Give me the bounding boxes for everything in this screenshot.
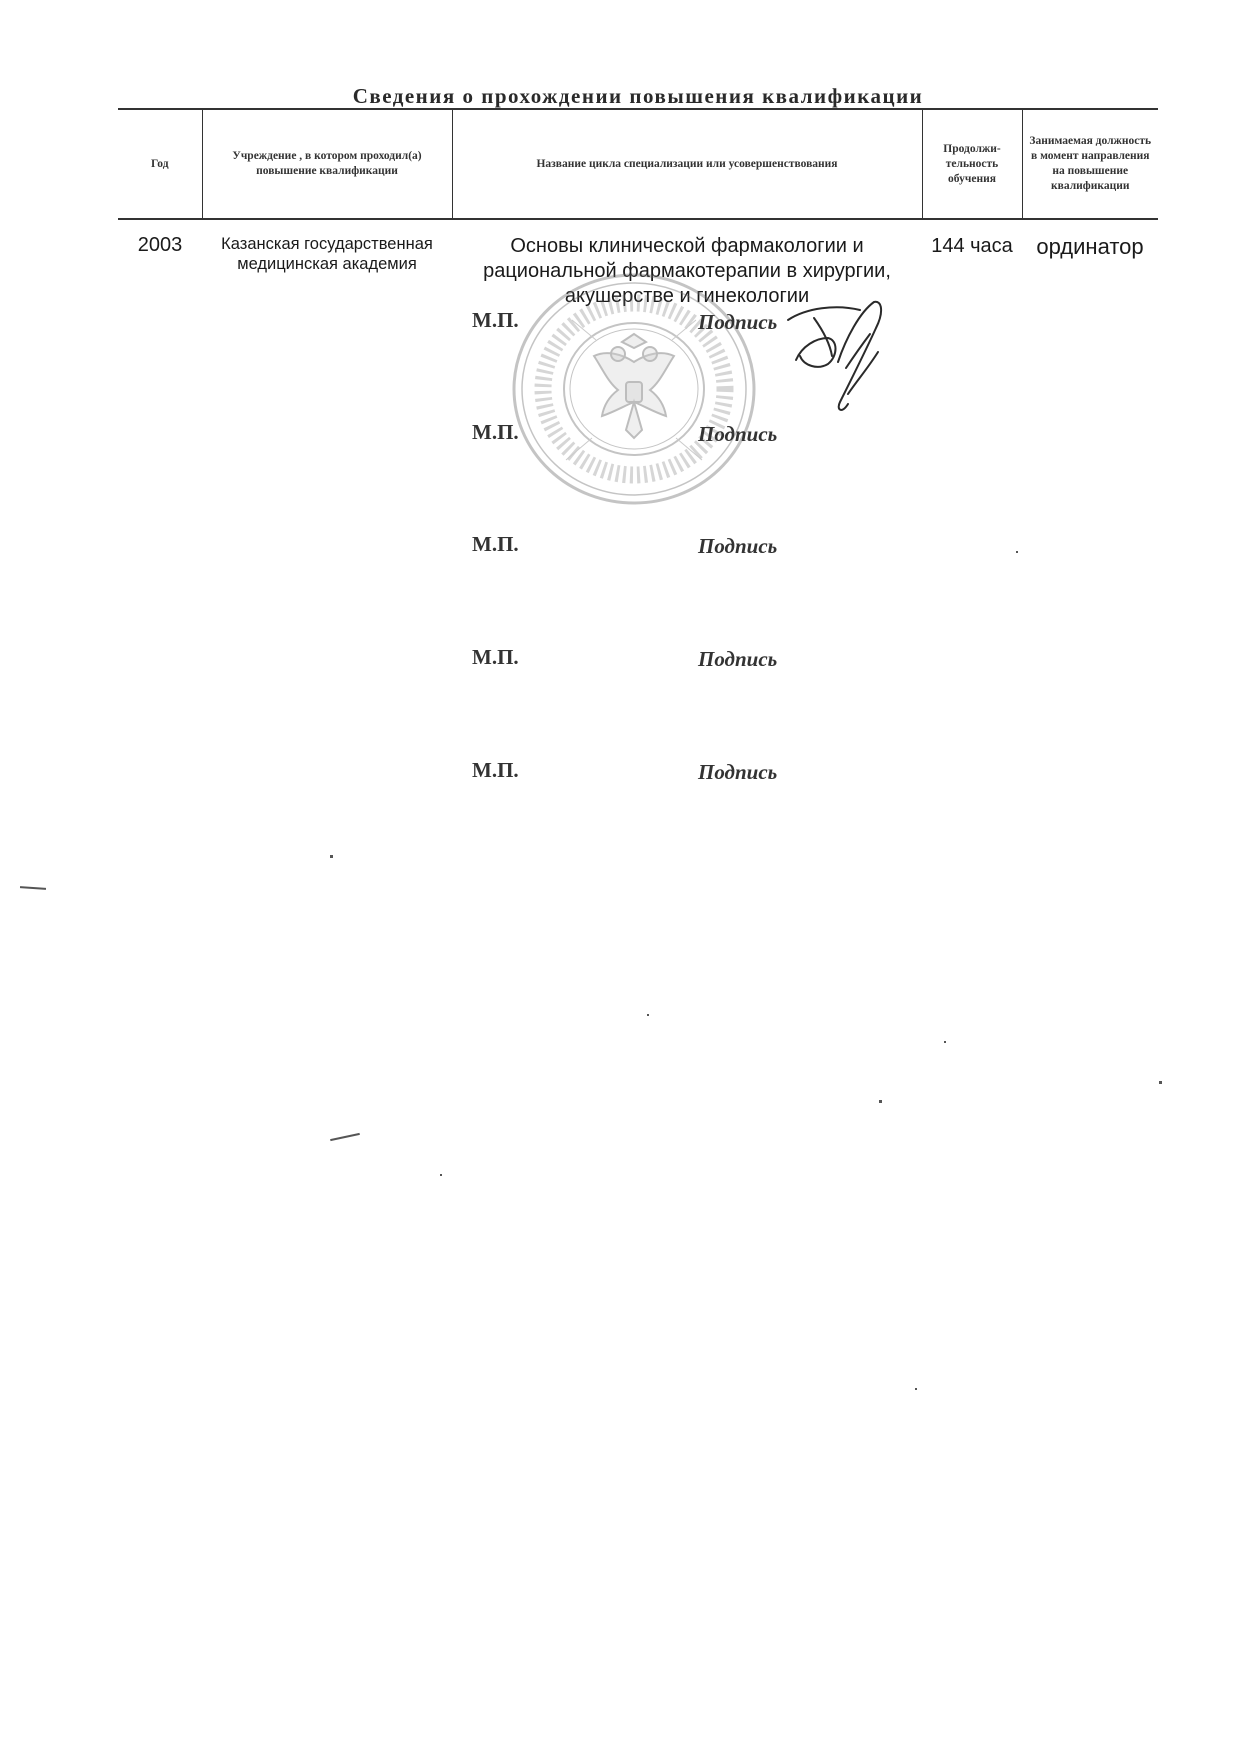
scan-speck [440,1174,442,1176]
signature-label: Подпись [698,534,778,558]
scan-speck [1159,1081,1162,1084]
round-seal-icon [510,270,758,508]
sign-block [472,532,852,562]
scan-speck [647,1014,649,1016]
scan-speck [330,855,333,858]
header-duration: Продолжи-тельность обучения [922,109,1022,219]
scan-speck [879,1100,882,1103]
stamp-place-label: М.П. [472,532,519,556]
sign-block [472,758,852,788]
signature-label: Подпись [698,647,778,671]
cell-year: 2003 [137,234,183,256]
scan-speck [20,886,46,890]
header-cycle: Название цикла специализации или усовершенствования [452,109,922,219]
signature-label: Подпись [698,310,778,334]
cell-position: ординатор [1036,234,1144,259]
scan-speck [915,1388,917,1390]
stamp-place-label: М.П. [472,758,519,782]
signature-label: Подпись [698,760,778,784]
header-year: Год [118,109,202,219]
table-header-row [118,109,1158,219]
sign-block [472,420,852,450]
header-institution: Учреждение , в котором проходил(а) повышение квалификации [202,109,452,219]
cell-institution: Казанская государственная медицинская академия [221,235,433,273]
header-position: Занимаемая должность в момент направления на повышение квалификации [1022,109,1158,219]
sign-block [472,645,852,675]
stamp-place-label: М.П. [472,420,519,444]
scan-speck [944,1041,946,1043]
signature-label: Подпись [698,422,778,446]
stamp-place-label: М.П. [472,308,519,332]
cell-cycle: Основы клинической фармакологии и рациональной фармакотерапии в хирургии, акушерстве и гинекологии [483,235,891,307]
scan-speck [1016,551,1018,553]
document-title: Сведения о прохождении повышения квалификации [352,84,924,108]
cell-duration: 144 часа [931,235,1013,257]
stamp-place-label: М.П. [472,645,519,669]
sign-block [472,308,852,338]
scan-speck [330,1133,360,1141]
